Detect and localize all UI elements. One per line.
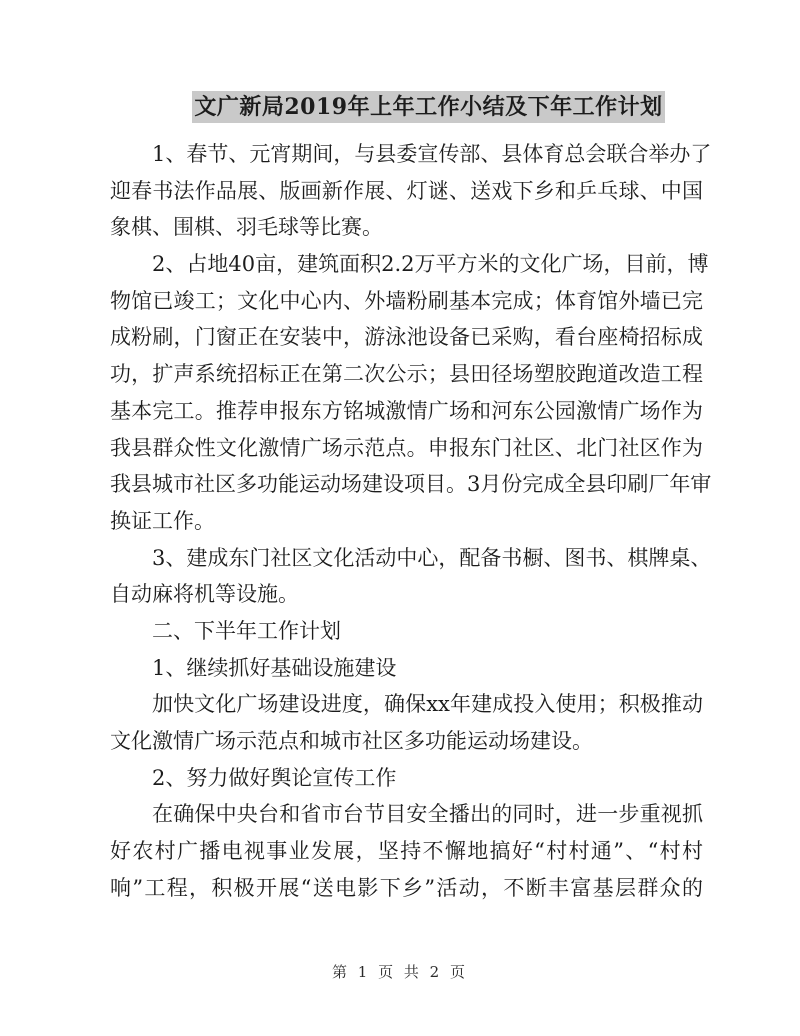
paragraph	[110, 650, 703, 687]
document-title: 文广新局2019年上年工作小结及下年工作计划	[192, 91, 664, 123]
paragraph-line: 响”工程，积极开展“送电影下乡”活动，不断丰富基层群众的	[110, 875, 703, 900]
paragraph-line: 文化激情广场示范点和城市社区多功能运动场建设。	[110, 729, 593, 753]
paragraph-line: 在确保中央台和省市台节目安全播出的同时，进一步重视抓	[152, 802, 703, 827]
paragraph	[110, 136, 712, 246]
paragraph	[110, 246, 712, 540]
paragraph-line: 1、春节、元宵期间，与县委宣传部、县体育总会联合举办了	[152, 142, 712, 166]
paragraph-line: 我县城市社区多功能运动场建设项目。3月份完成全县印刷厂年审	[110, 472, 712, 497]
paragraph	[110, 613, 703, 650]
paragraph-line: 功，扩声系统招标正在第二次公示；县田径场塑胶跑道改造工程	[110, 362, 703, 387]
document-content	[110, 90, 712, 906]
document-title-row	[110, 90, 703, 124]
paragraph	[110, 686, 703, 759]
paragraph-line: 迎春书法作品展、版画新作展、灯谜、送戏下乡和乒乓球、中国	[110, 178, 703, 203]
paragraph-line: 1、继续抓好基础设施建设	[152, 655, 397, 680]
paragraph-line: 2、努力做好舆论宣传工作	[152, 765, 397, 790]
paragraph-line: 2、占地40亩，建筑面积2.2万平方米的文化广场，目前，博	[152, 252, 709, 277]
paragraph	[110, 796, 703, 906]
paragraph-line: 好农村广播电视事业发展，坚持不懈地搞好“村村通”、“村村	[110, 839, 703, 864]
paragraph-line: 加快文化广场建设进度，确保xx年建成投入使用；积极推动	[152, 692, 703, 717]
paragraph-line: 自动麻将机等设施。	[110, 582, 299, 607]
paragraph-line: 我县群众性文化激情广场示范点。申报东门社区、北门社区作为	[110, 435, 703, 460]
paragraph	[110, 540, 712, 613]
paragraph-line: 换证工作。	[110, 508, 215, 533]
paragraph-line: 物馆已竣工；文化中心内、外墙粉刷基本完成；体育馆外墙已完	[110, 288, 703, 313]
paragraph-line: 成粉刷，门窗正在安装中，游泳池设备已采购，看台座椅招标成	[110, 325, 703, 350]
page-number-text: 第 1 页 共 2 页	[332, 963, 468, 981]
paragraph-line: 3、建成东门社区文化活动中心，配备书橱、图书、棋牌桌、	[152, 545, 712, 570]
page-footer	[0, 961, 800, 982]
paragraph-line: 象棋、围棋、羽毛球等比赛。	[110, 215, 383, 240]
document-body	[110, 136, 712, 906]
paragraph-line: 基本完工。推荐申报东方铭城激情广场和河东公园激情广场作为	[110, 398, 703, 423]
paragraph	[110, 760, 703, 797]
paragraph-line: 二、下半年工作计划	[152, 618, 341, 643]
